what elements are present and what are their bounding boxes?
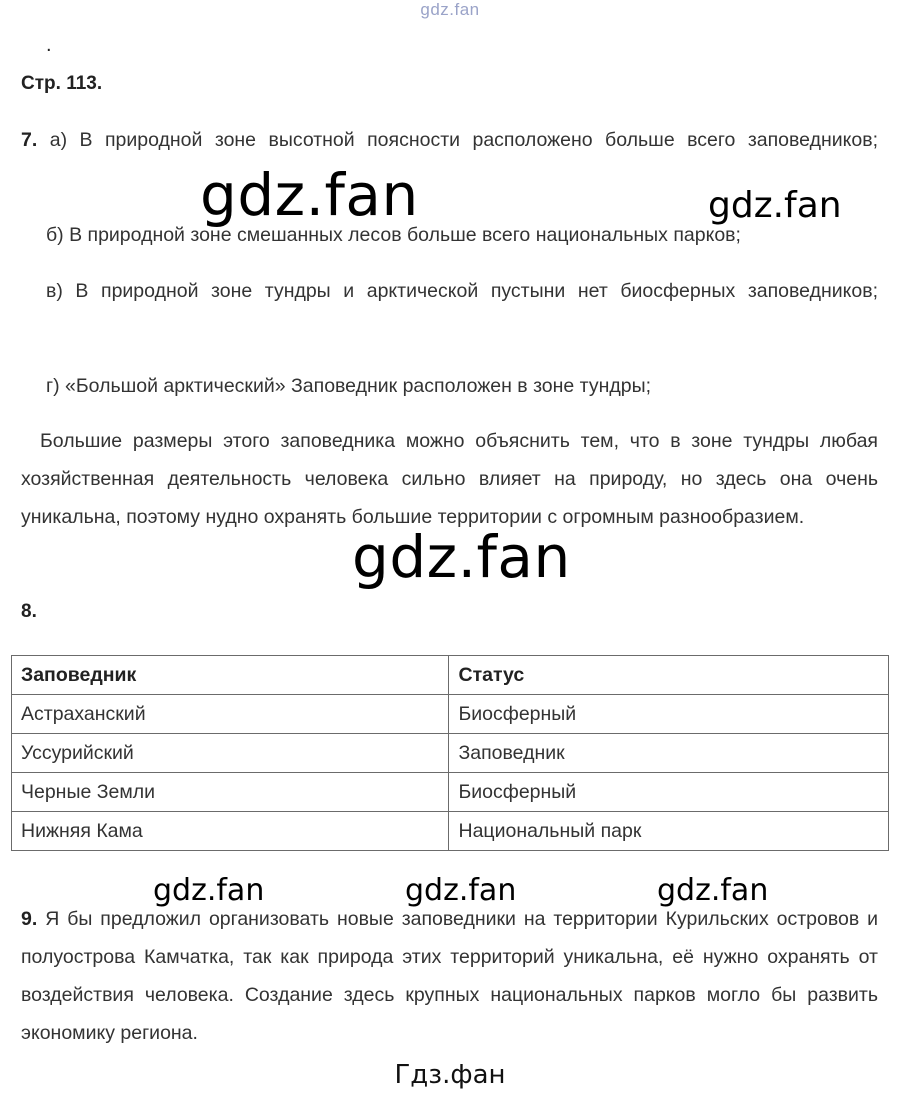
table-row: [12, 812, 889, 851]
watermark-large-2: gdz.fan: [352, 523, 571, 591]
task7-item-v: в) В природной зоне тундры и арктической пустыни нет биосферных заповедников;: [46, 280, 878, 302]
bottom-watermark: Гдз.фан: [394, 1060, 506, 1090]
top-watermark: gdz.fan: [420, 0, 480, 19]
table-row: [12, 734, 889, 773]
task7-explanation: Большие размеры этого заповедника можно объяснить тем, что в зоне тундры любая хозяйственная деятельность человека сильно влияет на природу, но здесь она очень уникальна, поэтому нудно охранять большие территории с огромным разнообразием.: [21, 430, 878, 528]
cell-reserve: Уссурийский: [12, 734, 449, 773]
header-reserve: Заповедник: [12, 656, 449, 695]
cell-reserve: Астраханский: [12, 695, 449, 734]
task7-item-g: г) «Большой арктический» Заповедник расположен в зоне тундры;: [46, 375, 652, 397]
watermark-large-1: gdz.fan: [200, 161, 419, 229]
task7-item-a: [21, 121, 878, 159]
cell-status: Заповедник: [449, 734, 889, 773]
watermark-small-2: gdz.fan: [405, 873, 517, 908]
watermark-mid-1: gdz.fan: [708, 185, 842, 226]
task7-item-b: б) В природной зоне смешанных лесов больше всего национальных парков;: [46, 224, 741, 246]
watermark-small-3: gdz.fan: [657, 873, 769, 908]
cell-status: Биосферный: [449, 773, 889, 812]
cell-reserve: Черные Земли: [12, 773, 449, 812]
stray-dot: .: [46, 34, 52, 56]
cell-status: Национальный парк: [449, 812, 889, 851]
cell-status: Биосферный: [449, 695, 889, 734]
task9-paragraph: [21, 900, 878, 1052]
table-header-row: [12, 656, 889, 695]
task7-number: 7.: [21, 129, 38, 151]
header-status: Статус: [449, 656, 889, 695]
reserves-table: [11, 655, 889, 851]
page-heading: Стр. 113.: [21, 73, 103, 94]
table-row: [12, 773, 889, 812]
task8-number: 8.: [21, 601, 37, 622]
task9-text: Я бы предложил организовать новые заповедники на территории Курильских островов и полуострова Камчатка, так как природа этих территорий уникальна, её нужно охранять от воздействия человека. Создание здесь крупных национальных парков могло бы развить экономику региона.: [21, 908, 878, 1044]
task9-number: 9.: [21, 908, 38, 930]
watermark-small-1: gdz.fan: [153, 873, 265, 908]
task7-item-a-text: а) В природной зоне высотной поясности расположено больше всего заповедников;: [49, 129, 878, 151]
table-row: [12, 695, 889, 734]
cell-reserve: Нижняя Кама: [12, 812, 449, 851]
